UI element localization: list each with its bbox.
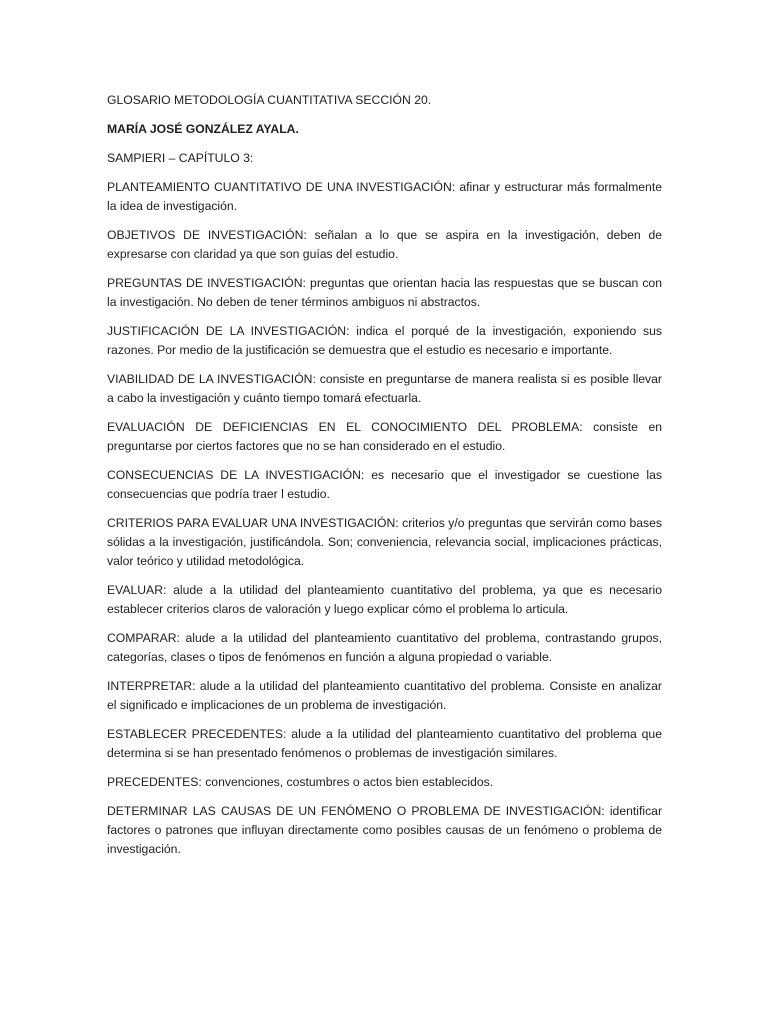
entry-definition: afinar y estructurar más formalmente la idea de investigación. — [107, 180, 662, 213]
chapter-heading: SAMPIERI – CAPÍTULO 3: — [107, 151, 254, 165]
entry-term: OBJETIVOS DE INVESTIGACIÓN: — [107, 228, 307, 242]
document-body — [107, 91, 662, 869]
entry-term: PLANTEAMIENTO CUANTITATIVO DE UNA INVESTIGACIÓN: — [107, 180, 456, 194]
glossary-entry — [107, 677, 662, 715]
entry-definition: señalan a lo que se aspira en la investigación, deben de expresarse con claridad ya que son guías del estudio. — [107, 228, 662, 261]
entry-definition: convenciones, costumbres o actos bien establecidos. — [201, 775, 494, 789]
entry-term: DETERMINAR LAS CAUSAS DE UN FENÓMENO O PROBLEMA DE INVESTIGACIÓN: — [107, 804, 605, 818]
glossary-entry — [107, 274, 662, 312]
document-title: GLOSARIO METODOLOGÍA CUANTITATIVA SECCIÓN 20. — [107, 93, 432, 107]
entry-definition: alude a la utilidad del planteamiento cuantitativo del problema, ya que es necesario establecer criterios claros de valoración y luego explicar cómo el problema lo articula. — [107, 583, 662, 616]
entry-term: COMPARAR: — [107, 631, 180, 645]
entry-term: ESTABLECER PRECEDENTES: — [107, 727, 287, 741]
glossary-entry — [107, 802, 662, 859]
author-name: MARÍA JOSÉ GONZÁLEZ AYALA. — [107, 122, 299, 136]
entry-term: CRITERIOS PARA EVALUAR UNA INVESTIGACIÓN: — [107, 516, 399, 530]
entry-definition: consiste en preguntarse por ciertos factores que no se han considerado en el estudio. — [107, 420, 662, 453]
glossary-entry — [107, 629, 662, 667]
entry-definition: consiste en preguntarse de manera realista si es posible llevar a cabo la investigación y cuánto tiempo tomará efectuarla. — [107, 372, 662, 405]
entry-term: INTERPRETAR: — [107, 679, 196, 693]
entry-definition: preguntas que orientan hacia las respuestas que se buscan con la investigación. No deben de tener términos ambiguos ni abstractos. — [107, 276, 662, 309]
entry-definition: alude a la utilidad del planteamiento cuantitativo del problema. Consiste en analizar el significado e implicaciones de un problema de investigación. — [107, 679, 662, 712]
glossary-entry — [107, 226, 662, 264]
entry-term: JUSTIFICACIÓN DE LA INVESTIGACIÓN: — [107, 324, 350, 338]
glossary-entry — [107, 581, 662, 619]
glossary-entry — [107, 178, 662, 216]
glossary-entry — [107, 514, 662, 571]
entry-term: EVALUACIÓN DE DEFICIENCIAS EN EL CONOCIMIENTO DEL PROBLEMA: — [107, 420, 583, 434]
entry-term: CONSECUENCIAS DE LA INVESTIGACIÓN: — [107, 468, 365, 482]
glossary-entry — [107, 322, 662, 360]
glossary-entry — [107, 725, 662, 763]
entry-definition: criterios y/o preguntas que servirán como bases sólidas a la investigación, justificándola. Son; conveniencia, relevancia social, implicaciones prácticas, valor teórico y utilidad metodológica. — [107, 516, 662, 568]
glossary-entry — [107, 370, 662, 408]
entry-term: EVALUAR: — [107, 583, 167, 597]
glossary-entry — [107, 773, 662, 792]
entry-definition: es necesario que el investigador se cuestione las consecuencias que podría traer l estudio. — [107, 468, 662, 501]
entry-definition: alude a la utilidad del planteamiento cuantitativo del problema, contrastando grupos, categorías, clases o tipos de fenómenos en función a alguna propiedad o variable. — [107, 631, 662, 664]
entry-term: PRECEDENTES: — [107, 775, 202, 789]
entry-definition: indica el porqué de la investigación, exponiendo sus razones. Por medio de la justificación se demuestra que el estudio es necesario e importante. — [107, 324, 662, 357]
glossary-entry — [107, 418, 662, 456]
entry-term: PREGUNTAS DE INVESTIGACIÓN: — [107, 276, 306, 290]
glossary-entry — [107, 466, 662, 504]
entry-definition: identificar factores o patrones que influyan directamente como posibles causas de un fenómeno o problema de investigación. — [107, 804, 662, 856]
entry-term: VIABILIDAD DE LA INVESTIGACIÓN: — [107, 372, 316, 386]
entry-definition: alude a la utilidad del planteamiento cuantitativo del problema que determina si se han presentado fenómenos o problemas de investigación similares. — [107, 727, 662, 760]
